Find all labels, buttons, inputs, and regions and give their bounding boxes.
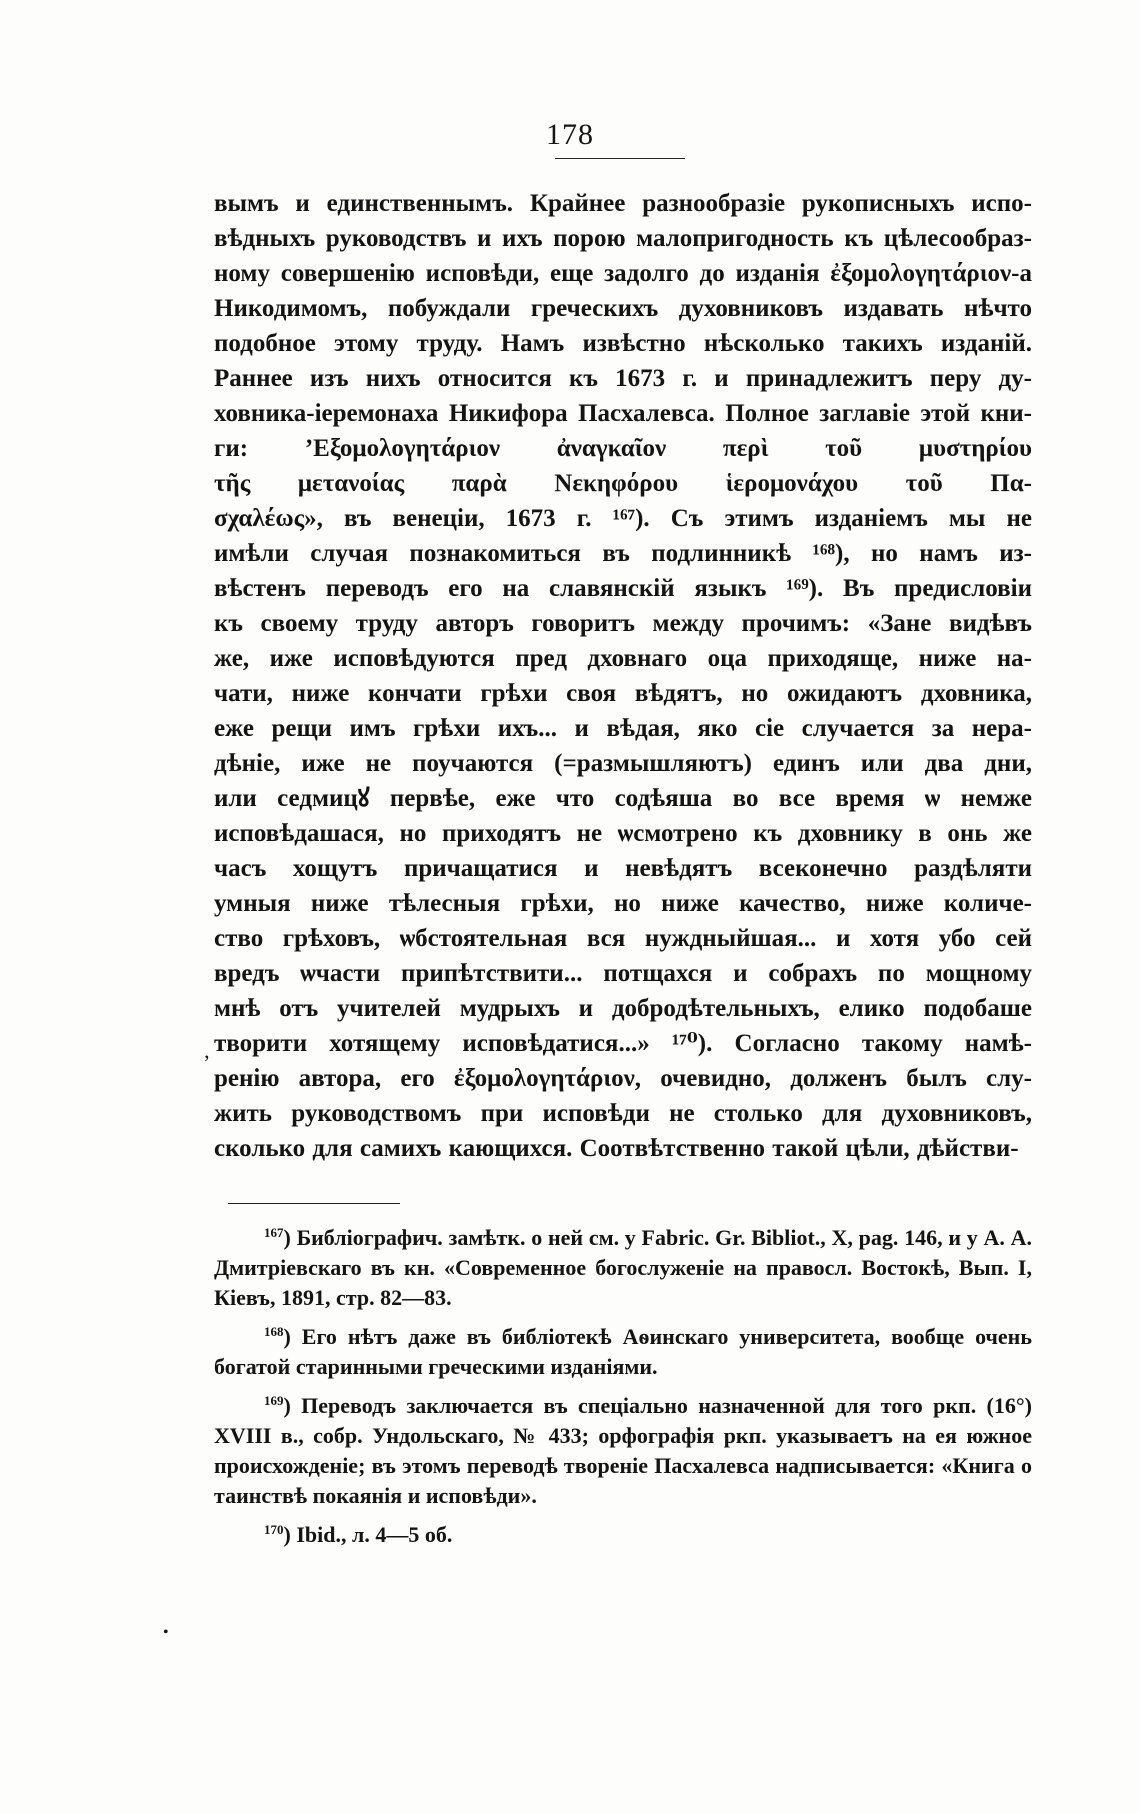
body-line: ренію автора, его ἐξομολογητάριον, очевидно, долженъ былъ слу- <box>214 1065 1032 1092</box>
footnote-number: 168 <box>264 1324 284 1339</box>
page-number: 178 <box>546 118 594 151</box>
footnote-text: Ibid., л. 4—5 об. <box>296 1522 453 1547</box>
footnote-number: 170 <box>264 1522 284 1537</box>
footnote-number: 169 <box>264 1393 284 1408</box>
body-line: или седмицꙋ первѣе, еже что содѣяша во все время ѡ немже <box>214 785 1032 812</box>
body-line: же, иже исповѣдуются пред дховнаго оца приходяще, ниже на- <box>214 645 1032 672</box>
body-line: вредъ ѡчасти припѣтствити... потщахся и собрахъ по мощному <box>214 960 1032 987</box>
body-line: вымъ и единственнымъ. Крайнее разнообразіе рукописныхъ испо- <box>214 190 1032 217</box>
header-rule <box>555 158 685 159</box>
footnote-text: Библіографич. замѣтк. о ней см. у Fabric. Gr. Bibliot., X, pag. 146, и у А. А. Дмитріевскаго въ кн. «Современное богослуженіе на правосл. Востокѣ, Вып. I, Кіевъ, 1891, стр. 82—83. <box>214 1225 1033 1310</box>
footnote: $^{170}$) Ibid., л. 4—5 об. <box>264 1522 453 1547</box>
body-text <box>214 186 1032 1166</box>
body-line: часъ хощутъ причащатися и невѣдятъ всеконечно раздѣляти <box>214 855 1032 882</box>
stray-mark: • <box>163 1624 169 1641</box>
body-line: подобное этому труду. Намъ извѣстно нѣсколько такихъ изданій. <box>214 330 1032 357</box>
footnote-text: Переводъ заключается въ спеціально назначенной для того ркп. (16°) XVIII в., собр. Ундольскаго, № 433; орфографія ркп. указываетъ на ея южное происхожденіе; въ этомъ переводѣ твореніе Пасхалевса надписывается: «Книга о таинствѣ покаянія и исповѣди». <box>214 1393 1032 1508</box>
footnote: $^{168}$) Его нѣтъ даже въ библіотекѣ Аѳинскаго университета, вообще очень богатой старинными греческими изданіями. <box>214 1324 1032 1379</box>
body-line: σχαλέως», въ венеціи, 1673 г. ¹⁶⁷). Съ этимъ изданіемъ мы не <box>214 505 1032 532</box>
body-line: ховника-іеремонаха Никифора Пасхалевса. Полное заглавіе этой кни- <box>214 400 1032 427</box>
body-line: ги: ’Εξομολογητάριον ἀναγκαῖον περὶ τοῦ μυστηρίου <box>214 435 1032 462</box>
footnotes <box>214 1223 1032 1559</box>
footnote-number: 167 <box>264 1225 284 1240</box>
footnote: $^{169}$) Переводъ заключается въ спеціально назначенной для того ркп. (16°) XVIII в., собр. Ундольскаго, № 433; орфографія ркп. указываетъ на ея южное происхожденіе; въ этомъ переводѣ твореніе Пасхалевса надписывается: «Книга о таинствѣ покаянія и исповѣди». <box>214 1393 1032 1508</box>
body-line: исповѣдашася, но приходятъ не ѡсмотрено къ дховнику в онь же <box>214 820 1032 847</box>
footnote: $^{167}$) Библіографич. замѣтк. о ней см. у Fabric. Gr. Bibliot., X, pag. 146, и у А. А. Дмитріевскаго въ кн. «Современное богослуженіе на правосл. Востокѣ, Вып. I, Кіевъ, 1891, стр. 82—83. <box>214 1225 1033 1310</box>
body-line: жить руководствомъ при исповѣди не столько для духовниковъ, <box>214 1100 1032 1127</box>
body-line: еже рещи имъ грѣхи ихъ... и вѣдая, яко сіе случается за нера- <box>214 715 1032 742</box>
body-line: Никодимомъ, побуждали греческихъ духовниковъ издавать нѣчто <box>214 295 1032 322</box>
body-line: ному совершенію исповѣди, еще задолго до изданія ἐξομολογητάριον-а <box>214 260 1032 287</box>
body-line: умныя ниже тѣлесныя грѣхи, но ниже качество, ниже количе- <box>214 890 1032 917</box>
body-line: вѣдныхъ руководствъ и ихъ порою малопригодность къ цѣлесообраз- <box>214 225 1032 252</box>
body-line: творити хотящему исповѣдатися...» ¹⁷⁰). Согласно такому намѣ- <box>214 1030 1032 1057</box>
body-line: τῆς μετανοίας παρὰ Νεκηφόρου ἱερομονάχου τοῦ Πα- <box>214 470 1032 497</box>
body-line: дѣніе, иже не поучаются (=размышляютъ) единъ или два дни, <box>214 750 1032 777</box>
body-line: ство грѣховъ, ѡбстоятельная вся нуждныйшая... и хотя убо сей <box>214 925 1032 952</box>
body-line: вѣстенъ переводъ его на славянскій языкъ ¹⁶⁹). Въ предисловіи <box>214 575 1032 602</box>
footnote-text: Его нѣтъ даже въ библіотекѣ Аѳинскаго университета, вообще очень богатой старинными греческими изданіями. <box>214 1324 1032 1379</box>
body-line: имѣли случая познакомиться въ подлинникѣ ¹⁶⁸), но намъ из- <box>214 540 1032 567</box>
margin-mark: ’ <box>203 1050 211 1075</box>
body-line: сколько для самихъ кающихся. Соотвѣтственно такой цѣли, дѣйстви- <box>214 1135 1019 1162</box>
body-line: къ своему труду авторъ говоритъ между прочимъ: «Зане видѣвъ <box>214 610 1032 637</box>
body-line: чати, ниже кончати грѣхи своя вѣдятъ, но ожидаютъ дховника, <box>214 680 1032 707</box>
body-line: мнѣ отъ учителей мудрыхъ и добродѣтельныхъ, елико подобаше <box>214 995 1032 1022</box>
footnote-rule <box>228 1203 400 1204</box>
body-line: Раннее изъ нихъ относится къ 1673 г. и принадлежитъ перу ду- <box>214 365 1032 392</box>
